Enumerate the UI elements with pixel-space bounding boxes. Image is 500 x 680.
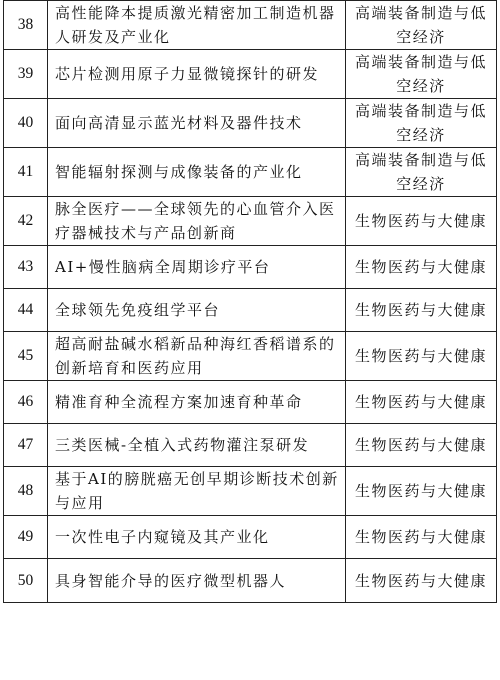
project-name: 面向高清显示蓝光材料及器件技术 bbox=[48, 99, 346, 148]
table-row bbox=[4, 99, 497, 148]
industry-field: 高端装备制造与低空经济 bbox=[346, 50, 497, 99]
row-number: 38 bbox=[4, 1, 48, 50]
project-name: 高性能降本提质激光精密加工制造机器人研发及产业化 bbox=[48, 1, 346, 50]
table-row bbox=[4, 289, 497, 332]
industry-field: 生物医药与大健康 bbox=[346, 424, 497, 467]
industry-field: 生物医药与大健康 bbox=[346, 516, 497, 559]
row-number: 47 bbox=[4, 424, 48, 467]
project-name: 智能辐射探测与成像装备的产业化 bbox=[48, 148, 346, 197]
table-row bbox=[4, 381, 497, 424]
table-row bbox=[4, 197, 497, 246]
industry-field: 生物医药与大健康 bbox=[346, 467, 497, 516]
table-row bbox=[4, 516, 497, 559]
table-row bbox=[4, 559, 497, 603]
table-row bbox=[4, 50, 497, 99]
table-row bbox=[4, 424, 497, 467]
industry-field: 生物医药与大健康 bbox=[346, 332, 497, 381]
project-name: 三类医械-全植入式药物灌注泵研发 bbox=[48, 424, 346, 467]
row-number: 49 bbox=[4, 516, 48, 559]
industry-field: 高端装备制造与低空经济 bbox=[346, 1, 497, 50]
table-row bbox=[4, 467, 497, 516]
row-number: 44 bbox=[4, 289, 48, 332]
industry-field: 高端装备制造与低空经济 bbox=[346, 148, 497, 197]
row-number: 43 bbox=[4, 246, 48, 289]
row-number: 46 bbox=[4, 381, 48, 424]
project-name: 具身智能介导的医疗微型机器人 bbox=[48, 559, 346, 603]
project-name: 一次性电子内窥镜及其产业化 bbox=[48, 516, 346, 559]
row-number: 42 bbox=[4, 197, 48, 246]
industry-field: 生物医药与大健康 bbox=[346, 289, 497, 332]
table-row bbox=[4, 1, 497, 50]
industry-field: 生物医药与大健康 bbox=[346, 197, 497, 246]
industry-field: 生物医药与大健康 bbox=[346, 381, 497, 424]
table-row bbox=[4, 246, 497, 289]
industry-field: 生物医药与大健康 bbox=[346, 246, 497, 289]
project-name: AI+慢性脑病全周期诊疗平台 bbox=[48, 246, 346, 289]
row-number: 45 bbox=[4, 332, 48, 381]
project-name: 全球领先免疫组学平台 bbox=[48, 289, 346, 332]
project-name: 芯片检测用原子力显微镜探针的研发 bbox=[48, 50, 346, 99]
project-name: 基于AI的膀胱癌无创早期诊断技术创新与应用 bbox=[48, 467, 346, 516]
industry-field: 生物医药与大健康 bbox=[346, 559, 497, 603]
project-name: 精准育种全流程方案加速育种革命 bbox=[48, 381, 346, 424]
row-number: 39 bbox=[4, 50, 48, 99]
row-number: 41 bbox=[4, 148, 48, 197]
row-number: 40 bbox=[4, 99, 48, 148]
table-row bbox=[4, 332, 497, 381]
industry-field: 高端装备制造与低空经济 bbox=[346, 99, 497, 148]
project-name: 脉全医疗——全球领先的心血管介入医疗器械技术与产品创新商 bbox=[48, 197, 346, 246]
table-row bbox=[4, 148, 497, 197]
row-number: 48 bbox=[4, 467, 48, 516]
project-name: 超高耐盐碱水稻新品种海红香稻谱系的创新培育和医药应用 bbox=[48, 332, 346, 381]
row-number: 50 bbox=[4, 559, 48, 603]
project-table bbox=[3, 0, 497, 603]
